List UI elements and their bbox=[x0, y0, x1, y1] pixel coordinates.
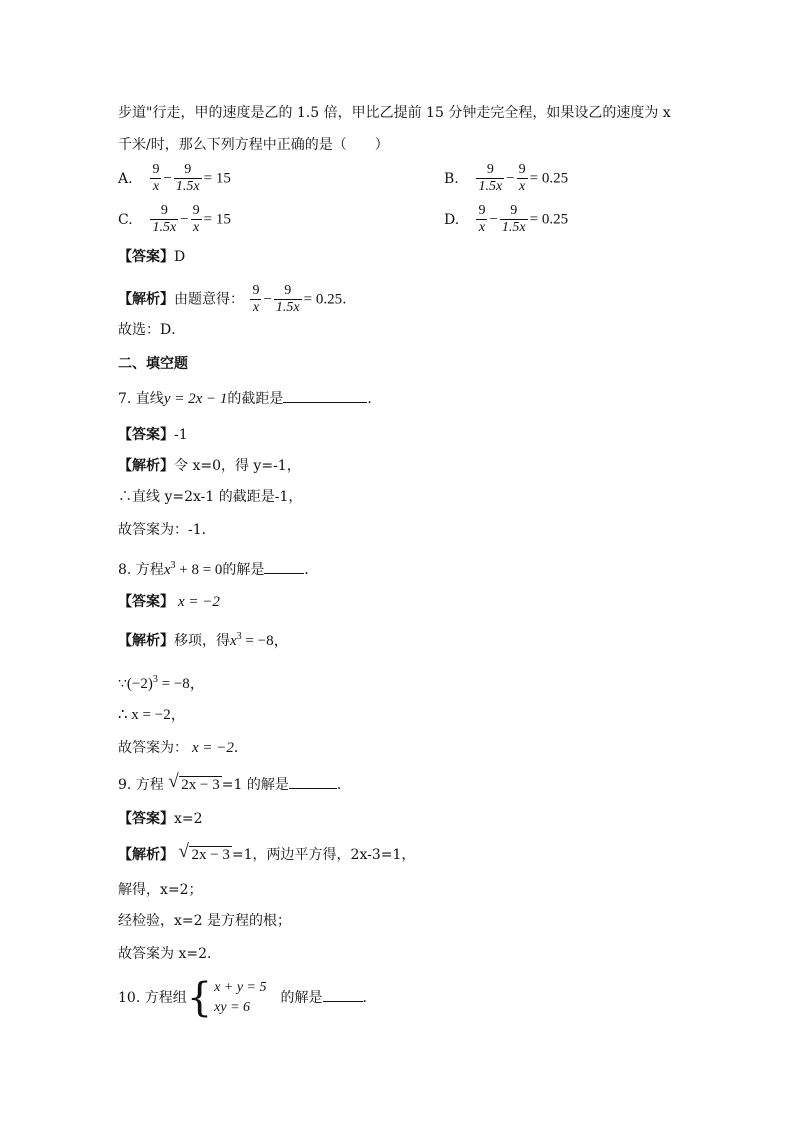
equation-system: { x + y = 5 xy = 6 bbox=[186, 975, 267, 1021]
q7-answer bbox=[118, 425, 188, 445]
q6-stem-text1: 步道"行走，甲的速度是乙的 1.5 倍，甲比乙提前 15 分钟走完全程，如果设乙的速度为 x bbox=[118, 105, 671, 121]
q6-analysis: 【解析】由题意得： $\frac{9}{x}$ − $\frac{9}{1.5x}$ = 0.25. bbox=[118, 283, 347, 315]
fraction: $\frac{9}{x}$ bbox=[152, 162, 160, 194]
analysis-text: 由题意得： bbox=[174, 291, 244, 308]
q7-conclusion: 故答案为：-1． bbox=[118, 522, 216, 538]
answer-value: x=2 bbox=[174, 811, 203, 827]
q9-stem: 9. 方程 √ 2x − 3 =1 的解是 ． bbox=[118, 771, 351, 793]
q6-stem-line2 bbox=[118, 135, 389, 155]
q6-stem-line1 bbox=[118, 103, 671, 123]
q8-equation: $x^3 + 8 = 0$ bbox=[163, 560, 223, 578]
q6-answer bbox=[118, 247, 185, 267]
q6-option-d: D. $\frac{9}{x}$ − $\frac{9}{1.5x}$ = 0.25 bbox=[444, 203, 569, 235]
fraction: $\frac{9}{x}$ bbox=[478, 203, 486, 235]
q8-answer bbox=[118, 592, 220, 612]
q6-conclusion: 故选：D． bbox=[118, 322, 186, 338]
answer-blank[interactable] bbox=[283, 388, 367, 403]
answer-blank[interactable] bbox=[323, 987, 363, 1002]
q8-conclusion: 故答案为： x = −2． bbox=[118, 740, 248, 756]
option-label: B. bbox=[444, 170, 459, 187]
fraction: $\frac{9}{x}$ bbox=[252, 283, 260, 315]
fraction: $\frac{9}{1.5x}$ bbox=[175, 162, 200, 194]
sqrt-expression: √ 2x − 3 bbox=[168, 771, 220, 793]
q6-option-c: C. $\frac{9}{1.5x}$ − $\frac{9}{x}$ = 15 bbox=[118, 203, 231, 235]
option-label: D. bbox=[444, 211, 460, 228]
answer-label: 【答案】 bbox=[118, 811, 174, 827]
q8-stem: 8. 方程$x^3 + 8 = 0$的解是 ． bbox=[118, 560, 319, 578]
fraction: $\frac{9}{x}$ bbox=[518, 162, 526, 194]
q7-equation: y = 2x − 1 bbox=[163, 391, 228, 407]
fraction: $\frac{9}{1.5x}$ bbox=[478, 162, 503, 194]
q9-answer bbox=[118, 809, 203, 829]
analysis-label: 【解析】 bbox=[118, 458, 174, 474]
analysis-label: 【解析】 bbox=[118, 291, 174, 308]
sqrt-expression: √ 2x − 3 bbox=[178, 841, 230, 863]
answer-value: x = −2 bbox=[178, 594, 220, 610]
q7-stem: 7. 直线y = 2x − 1的截距是 ． bbox=[118, 388, 381, 409]
analysis-label: 【解析】 bbox=[118, 633, 174, 649]
answer-label: 【答案】 bbox=[118, 249, 174, 265]
q6-option-a: A. $\frac{9}{x}$ − $\frac{9}{1.5x}$ = 15 bbox=[118, 162, 231, 194]
brace-icon: { bbox=[186, 975, 213, 1021]
q7-line2: ∴直线 y=2x-1 的截距是-1， bbox=[118, 489, 303, 505]
answer-blank[interactable] bbox=[289, 774, 337, 789]
fraction: $\frac{9}{1.5x}$ bbox=[275, 283, 300, 315]
q8-therefore: ∴ x = −2， bbox=[118, 707, 186, 723]
fraction: $\frac{9}{1.5x}$ bbox=[501, 203, 526, 235]
analysis-label: 【解析】 bbox=[118, 847, 174, 863]
q6-stem-text2: 千米/时，那么下列方程中正确的是（ ） bbox=[118, 137, 389, 153]
option-label: A. bbox=[118, 170, 133, 187]
answer-label: 【答案】 bbox=[118, 427, 174, 443]
q9-check: 经检验，x=2 是方程的根； bbox=[118, 913, 291, 929]
answer-label: 【答案】 bbox=[118, 594, 174, 610]
fraction: $\frac{9}{x}$ bbox=[192, 203, 200, 235]
q6-option-b: B. $\frac{9}{1.5x}$ − $\frac{9}{x}$ = 0.25 bbox=[444, 162, 569, 194]
answer-blank[interactable] bbox=[264, 559, 304, 574]
q7-analysis: 【解析】令 x=0，得 y=-1， bbox=[118, 458, 301, 474]
q8-because: $\because(-2)^3 = -8$， bbox=[118, 674, 205, 692]
q9-analysis: 【解析】 √ 2x − 3 =1，两边平方得，2x-3=1， bbox=[118, 841, 416, 863]
q10-stem: 10. 方程组 { x + y = 5 xy = 6 的解是 ． bbox=[118, 975, 377, 1021]
fraction: $\frac{9}{1.5x}$ bbox=[152, 203, 177, 235]
q9-conclusion: 故答案为 x=2． bbox=[118, 946, 221, 962]
option-label: C. bbox=[118, 211, 133, 228]
answer-value: D bbox=[174, 249, 186, 265]
q9-solve: 解得，x=2； bbox=[118, 882, 203, 898]
section-title: 二、填空题 bbox=[118, 356, 188, 372]
q8-analysis: 【解析】移项，得$x^3 = -8$， bbox=[118, 631, 289, 649]
answer-value: -1 bbox=[174, 427, 188, 443]
